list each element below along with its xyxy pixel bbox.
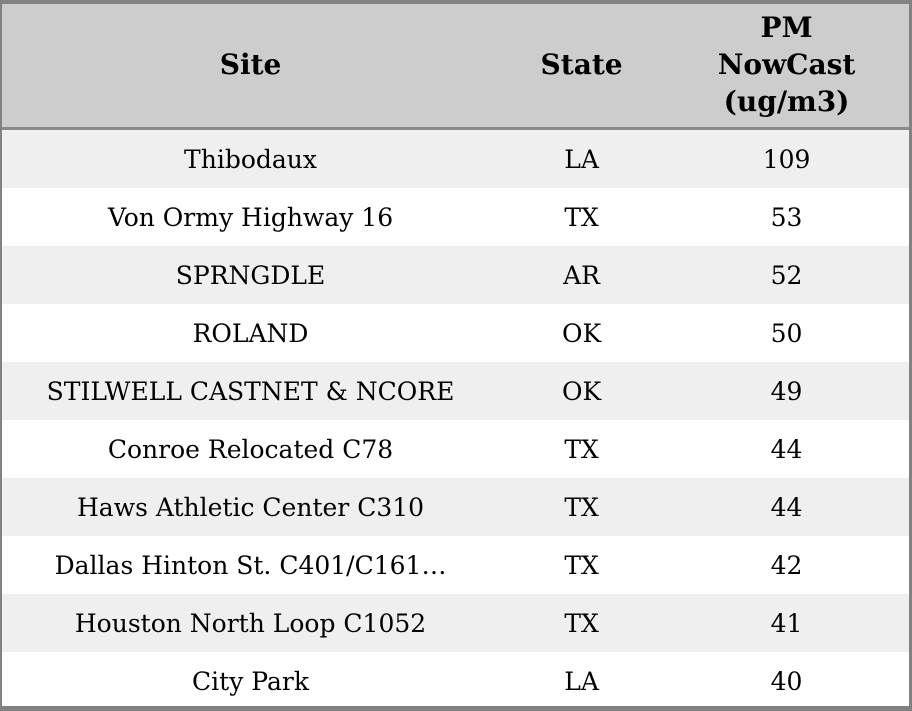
site-cell: Conroe Relocated C78 [107,434,394,464]
table-row[interactable] [2,304,909,362]
pm-nowcast-table [2,4,909,710]
column-header-pm-nowcast[interactable] [664,4,909,129]
pm-nowcast-value-cell: 52 [770,260,803,290]
table-row[interactable] [2,536,909,594]
pm-nowcast-value-cell: 44 [770,434,803,464]
state-cell: TX [564,492,599,522]
state-cell: OK [561,318,602,348]
state-cell: TX [564,434,599,464]
table-row[interactable] [2,246,909,304]
table-row[interactable] [2,188,909,246]
state-cell: TX [564,202,599,232]
site-cell: Dallas Hinton St. C401/C161… [54,550,447,580]
pm-nowcast-value-cell: 42 [770,550,803,580]
site-cell: SPRNGDLE [175,260,326,290]
column-header-site-label: Site [219,48,282,82]
table-row[interactable] [2,478,909,536]
pm-nowcast-value-cell: 41 [770,608,803,638]
site-cell: ROLAND [192,318,309,348]
site-cell: STILWELL CASTNET & NCORE [46,376,455,406]
table-row[interactable] [2,129,909,189]
table-row[interactable] [2,652,909,710]
state-cell: TX [564,608,599,638]
table-header-row [2,4,909,129]
table-row[interactable] [2,420,909,478]
pm-nowcast-value-cell: 44 [770,492,803,522]
site-cell: Haws Athletic Center C310 [77,492,425,522]
column-header-pm-nowcast-label: PM NowCast (ug/m3) [717,11,856,118]
table-row[interactable] [2,594,909,652]
table-header [2,4,909,129]
pm-nowcast-value-cell: 49 [770,376,803,406]
pm-nowcast-value-cell: 50 [770,318,803,348]
site-cell: Thibodaux [184,144,317,174]
site-cell: Von Ormy Highway 16 [107,202,394,232]
pm-nowcast-value-cell: 109 [762,144,811,174]
state-cell: OK [561,376,602,406]
state-cell: AR [563,260,601,290]
pm-nowcast-value-cell: 40 [770,666,803,696]
column-header-state[interactable] [499,4,664,129]
column-header-state-label: State [540,48,623,82]
state-cell: TX [564,550,599,580]
site-cell: Houston North Loop C1052 [74,608,427,638]
table-body [2,129,909,711]
column-header-site[interactable] [2,4,499,129]
site-cell: City Park [192,666,309,696]
state-cell: LA [564,666,599,696]
pm-nowcast-value-cell: 53 [770,202,803,232]
table-row[interactable] [2,362,909,420]
state-cell: LA [564,144,599,174]
